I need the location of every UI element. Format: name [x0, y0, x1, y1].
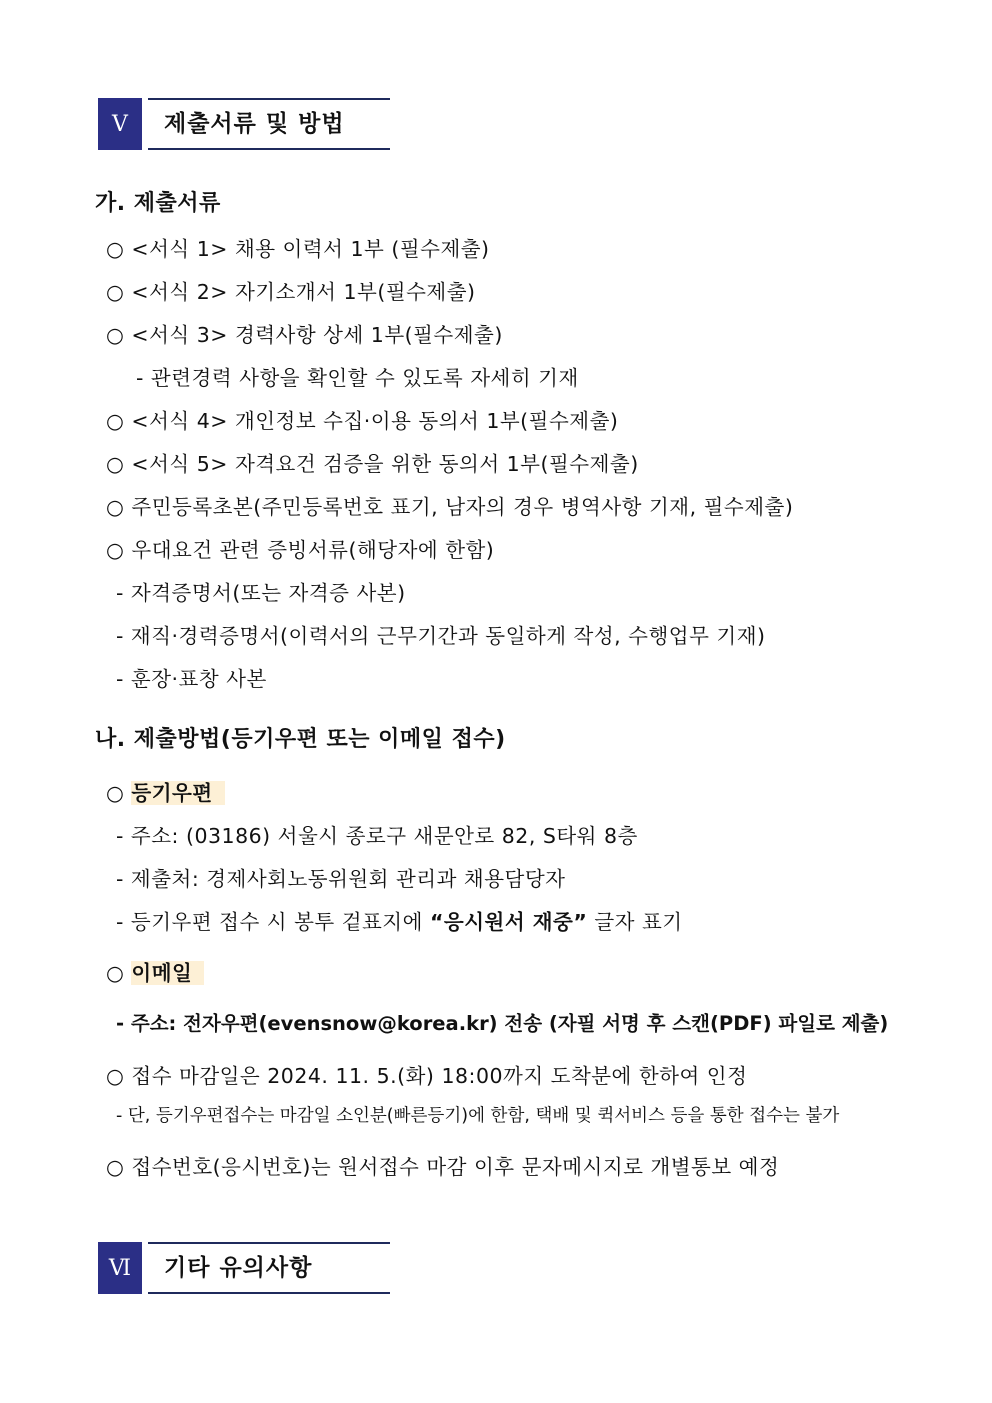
method-mail-label: 등기우편	[131, 781, 224, 805]
bullet: ○	[106, 781, 125, 805]
doc-item-2: ○ <서식 2> 자기소개서 1부(필수제출)	[106, 280, 476, 304]
doc-item-4: ○ <서식 4> 개인정보 수집·이용 동의서 1부(필수제출)	[106, 409, 619, 433]
section-number-badge: Ⅴ	[98, 98, 142, 150]
deadline-note: - 단, 등기우편접수는 마감일 소인분(빠른등기)에 한함, 택배 및 퀵서비스 등을 통한 접수는 불가	[116, 1106, 840, 1126]
section-title: 제출서류 및 방법	[164, 111, 345, 137]
section-rule-bottom	[148, 148, 390, 150]
section-rule-bottom	[148, 1292, 390, 1294]
doc-item-3-note: - 관련경력 사항을 확인할 수 있도록 자세히 기재	[136, 366, 579, 390]
bullet: ○	[106, 961, 125, 985]
subsection-title-method: 나. 제출방법(등기우편 또는 이메일 접수)	[95, 727, 506, 752]
email-address-line: - 주소: 전자우편(evensnow@korea.kr) 전송 (자필 서명 후 스캔(PDF) 파일로 제출)	[116, 1012, 889, 1035]
method-mail-heading	[106, 776, 225, 806]
doc-item-preference-proof: ○ 우대요건 관련 증빙서류(해당자에 한함)	[106, 538, 495, 562]
mail-address: - 주소: (03186) 서울시 종로구 새문안로 82, S타워 8층	[116, 824, 638, 848]
doc-item-resident-record: ○ 주민등록초본(주민등록번호 표기, 남자의 경우 병역사항 기재, 필수제출)	[106, 495, 794, 519]
mail-envelope-notice	[116, 905, 683, 935]
doc-subitem-award: - 훈장·표창 사본	[116, 667, 267, 691]
section-number-badge: Ⅵ	[98, 1242, 142, 1294]
doc-item-3: ○ <서식 3> 경력사항 상세 1부(필수제출)	[106, 323, 503, 347]
subsection-title-documents: 가. 제출서류	[95, 191, 221, 216]
mail-notice-prefix: - 등기우편 접수 시 봉투 겉표지에	[116, 910, 430, 934]
doc-item-1: ○ <서식 1> 채용 이력서 1부 (필수제출)	[106, 237, 490, 261]
method-email-label: 이메일	[131, 961, 204, 985]
mail-notice-emphasis: “응시원서 재중”	[429, 910, 588, 934]
deadline-line: ○ 접수 마감일은 2024. 11. 5.(화) 18:00까지 도착분에 한하여 인정	[106, 1064, 748, 1088]
method-email-heading	[106, 956, 204, 986]
mail-recipient: - 제출처: 경제사회노동위원회 관리과 채용담당자	[116, 867, 566, 891]
doc-subitem-employment: - 재직·경력증명서(이력서의 근무기간과 동일하게 작성, 수행업무 기재)	[116, 624, 766, 648]
section-header-5	[98, 98, 390, 150]
section-title: 기타 유의사항	[164, 1255, 313, 1281]
notification-line: ○ 접수번호(응시번호)는 원서접수 마감 이후 문자메시지로 개별통보 예정	[106, 1155, 780, 1179]
doc-subitem-certificate: - 자격증명서(또는 자격증 사본)	[116, 581, 406, 605]
section-header-6	[98, 1242, 390, 1294]
doc-item-5: ○ <서식 5> 자격요건 검증을 위한 동의서 1부(필수제출)	[106, 452, 639, 476]
mail-notice-suffix: 글자 표기	[587, 910, 683, 934]
